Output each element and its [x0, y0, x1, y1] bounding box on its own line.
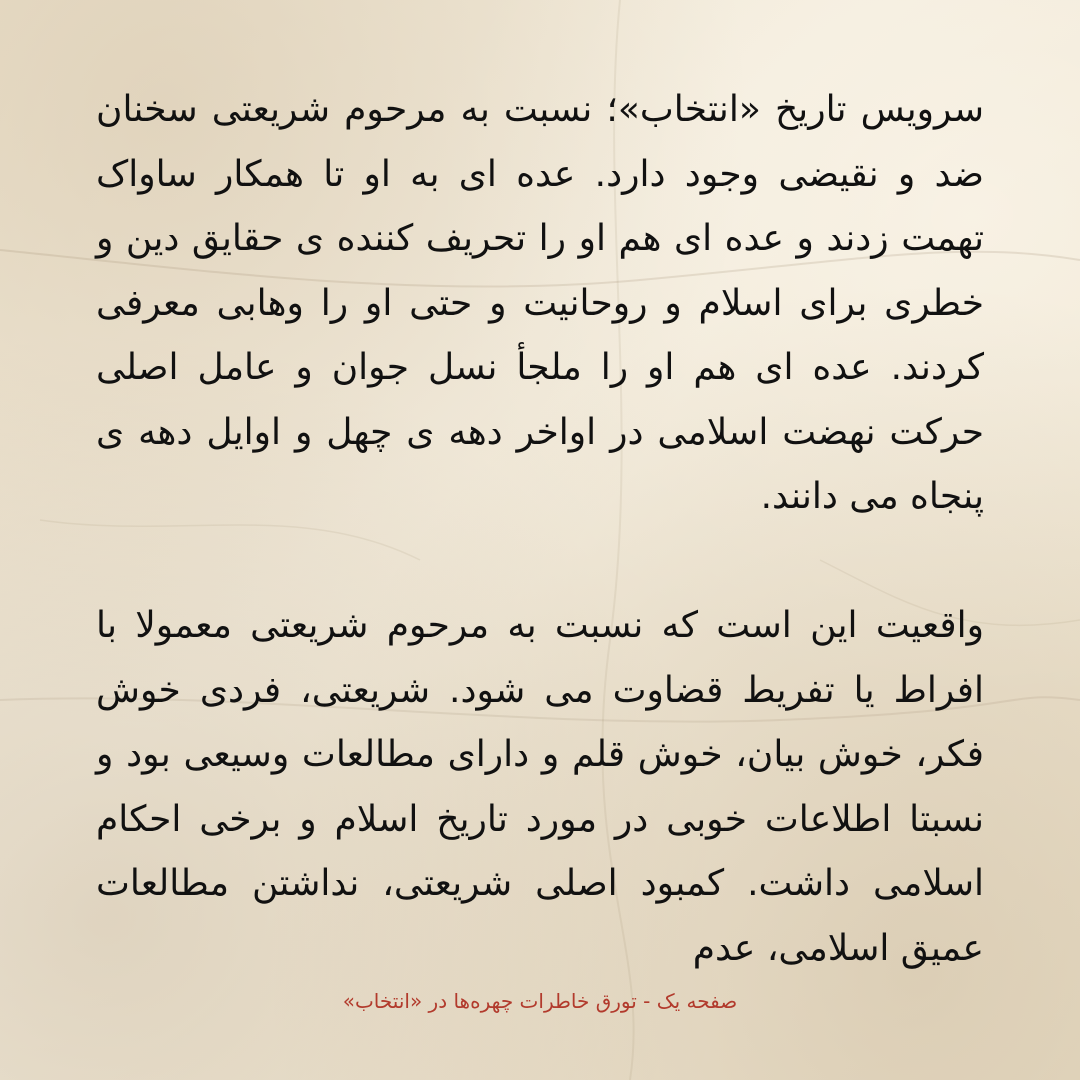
paragraph-spacer [96, 530, 984, 595]
article-body [96, 78, 984, 981]
article-paragraph-1: سرویس تاریخ «انتخاب»؛ نسبت به مرحوم شریعتی سخنان ضد و نقیضی وجود دارد. عده ای به او تا همکار ساواک تهمت زدند و عده ای هم او را تحریف کننده ی حقایق دین و خطری برای اسلام و روحانیت و حتی او را وهابی معرفی کردند. عده ای هم او را ملجأ نسل جوان و عامل اصلی حرکت نهضت اسلامی در اواخر دهه ی چهل و اوایل دهه ی پنجاه می دانند. [96, 89, 984, 517]
article-paragraph-2: واقعیت این است که نسبت به مرحوم شریعتی معمولا با افراط یا تفریط قضاوت می شود. شریعتی، فردی خوش فکر، خوش بیان، خوش قلم و دارای مطالعات وسیعی بود و نسبتا اطلاعات خوبی در مورد تاریخ اسلام و برخی احکام اسلامی داشت. کمبود اصلی شریعتی، نداشتن مطالعات عمیق اسلامی، عدم [96, 605, 984, 969]
footer-caption: صفحه یک - تورق خاطرات چهره‌ها در «انتخاب» [342, 989, 738, 1013]
